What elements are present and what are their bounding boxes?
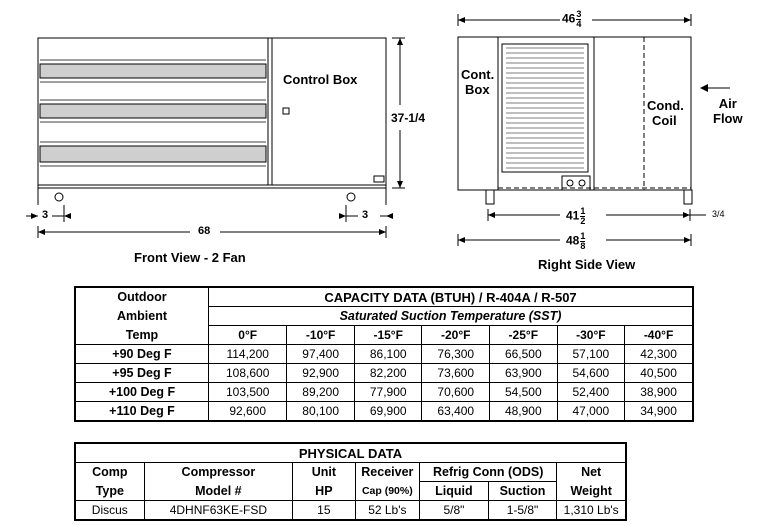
physical-data-table: [74, 442, 627, 521]
capacity-table-title: CAPACITY DATA (BTUH) / R-404A / R-507: [209, 287, 694, 307]
capacity-cell: 76,300: [422, 345, 490, 364]
front-louvers: [40, 64, 266, 162]
capacity-cell: 70,600: [422, 383, 490, 402]
cond-coil-label-line2: Coil: [652, 113, 677, 128]
side-overall-dim-den: 8: [580, 241, 586, 251]
capacity-cell: 103,500: [209, 383, 287, 402]
capacity-cell: 77,900: [354, 383, 422, 402]
weight-header-line1: Net: [557, 463, 626, 482]
capacity-cell: 42,300: [625, 345, 693, 364]
side-top-dim-num: 3: [576, 9, 582, 19]
side-view-caption: Right Side View: [538, 257, 636, 272]
control-box-label: Control Box: [283, 72, 358, 87]
vent-slats: [506, 48, 584, 168]
side-inner-dim-whole: 41: [566, 208, 580, 223]
model-header-line2: Model #: [144, 482, 293, 501]
leg-dimension: 3/4: [712, 209, 725, 219]
capacity-cell: 89,200: [287, 383, 355, 402]
side-inner-dim-num: 1: [580, 206, 586, 216]
capacity-cell: 82,200: [354, 364, 422, 383]
ambient-row-label: +110 Deg F: [75, 402, 209, 422]
capacity-table-subtitle: Saturated Suction Temperature (SST): [209, 307, 694, 326]
capacity-cell: 69,900: [354, 402, 422, 422]
side-inner-dim-den: 2: [580, 216, 586, 226]
hp-cell: 15: [293, 501, 355, 521]
capacity-cell: 54,600: [557, 364, 625, 383]
sst-column-header: -20°F: [422, 326, 490, 345]
receiver-header-line1: Receiver: [355, 463, 420, 482]
left-offset-dimension: 3: [42, 209, 49, 221]
capacity-cell: 40,500: [625, 364, 693, 383]
sst-column-header: -10°F: [287, 326, 355, 345]
air-flow-label-line1: Air: [718, 96, 737, 111]
cont-box-label-line1: Cont.: [461, 67, 495, 82]
model-cell: 4DHNF63KE-FSD: [144, 501, 293, 521]
side-inner-dimension: [566, 207, 585, 226]
sst-column-header: 0°F: [209, 326, 287, 345]
capacity-cell: 97,400: [287, 345, 355, 364]
capacity-cell: 92,900: [287, 364, 355, 383]
ambient-row-label: +90 Deg F: [75, 345, 209, 364]
suction-cell: 1-5/8": [488, 501, 557, 521]
cond-coil-label: [647, 98, 684, 128]
capacity-cell: 63,400: [422, 402, 490, 422]
height-dimension: 37-1/4: [391, 111, 426, 125]
side-overall-dim-whole: 48: [566, 233, 580, 248]
front-view-caption: Front View - 2 Fan: [134, 250, 246, 265]
capacity-cell: 54,500: [490, 383, 558, 402]
side-overall-dimension: [566, 232, 585, 251]
ambient-header-line2: Ambient: [75, 307, 209, 326]
right-offset-dimension: 3: [362, 209, 369, 221]
capacity-cell: 114,200: [209, 345, 287, 364]
capacity-cell: 80,100: [287, 402, 355, 422]
physical-table-title: PHYSICAL DATA: [75, 443, 626, 463]
model-header-line1: Compressor: [144, 463, 293, 482]
ambient-header-line1: Outdoor: [75, 287, 209, 307]
capacity-cell: 92,600: [209, 402, 287, 422]
receiver-header-line2: Cap (90%): [355, 482, 420, 501]
ambient-header-line3: Temp: [75, 326, 209, 345]
cond-coil-label-line1: Cond.: [647, 98, 684, 113]
sst-column-header: -30°F: [557, 326, 625, 345]
table-row: [75, 402, 693, 422]
side-top-dimension: [562, 10, 581, 29]
table-row: [75, 501, 626, 521]
air-flow-label-line2: Flow: [713, 111, 743, 126]
table-row: [75, 383, 693, 402]
capacity-cell: 86,100: [354, 345, 422, 364]
capacity-cell: 63,900: [490, 364, 558, 383]
sst-column-header: -40°F: [625, 326, 693, 345]
capacity-cell: 57,100: [557, 345, 625, 364]
capacity-cell: 66,500: [490, 345, 558, 364]
table-row: [75, 364, 693, 383]
side-overall-dim-num: 1: [580, 231, 586, 241]
suction-header: Suction: [488, 482, 557, 501]
comp-header-line2: Type: [75, 482, 144, 501]
width-dimension: 68: [198, 225, 211, 237]
control-box-latch: [283, 108, 289, 114]
air-flow-arrow: [700, 84, 708, 92]
side-top-dim-whole: 46: [562, 11, 576, 26]
sst-column-header: -15°F: [354, 326, 422, 345]
capacity-cell: 38,900: [625, 383, 693, 402]
air-flow-label: [713, 96, 743, 126]
cont-box-label-line2: Box: [465, 82, 490, 97]
comp-header-line1: Comp: [75, 463, 144, 482]
comp-type-cell: Discus: [75, 501, 144, 521]
capacity-cell: 47,000: [557, 402, 625, 422]
sst-column-header: -25°F: [490, 326, 558, 345]
capacity-cell: 52,400: [557, 383, 625, 402]
ambient-row-label: +100 Deg F: [75, 383, 209, 402]
receiver-cell: 52 Lb's: [355, 501, 420, 521]
weight-header-line2: Weight: [557, 482, 626, 501]
weight-cell: 1,310 Lb's: [557, 501, 626, 521]
ambient-row-label: +95 Deg F: [75, 364, 209, 383]
capacity-cell: 73,600: [422, 364, 490, 383]
refrig-conn-header: Refrig Conn (ODS): [420, 463, 557, 482]
capacity-cell: 48,900: [490, 402, 558, 422]
table-row: [75, 345, 693, 364]
liquid-header: Liquid: [420, 482, 489, 501]
hp-header-line2: HP: [293, 482, 355, 501]
hp-header-line1: Unit: [293, 463, 355, 482]
capacity-cell: 34,900: [625, 402, 693, 422]
capacity-data-table: [74, 286, 694, 422]
capacity-cell: 108,600: [209, 364, 287, 383]
side-top-dim-den: 4: [576, 19, 582, 29]
liquid-cell: 5/8": [420, 501, 489, 521]
cont-box-label: [461, 67, 494, 97]
